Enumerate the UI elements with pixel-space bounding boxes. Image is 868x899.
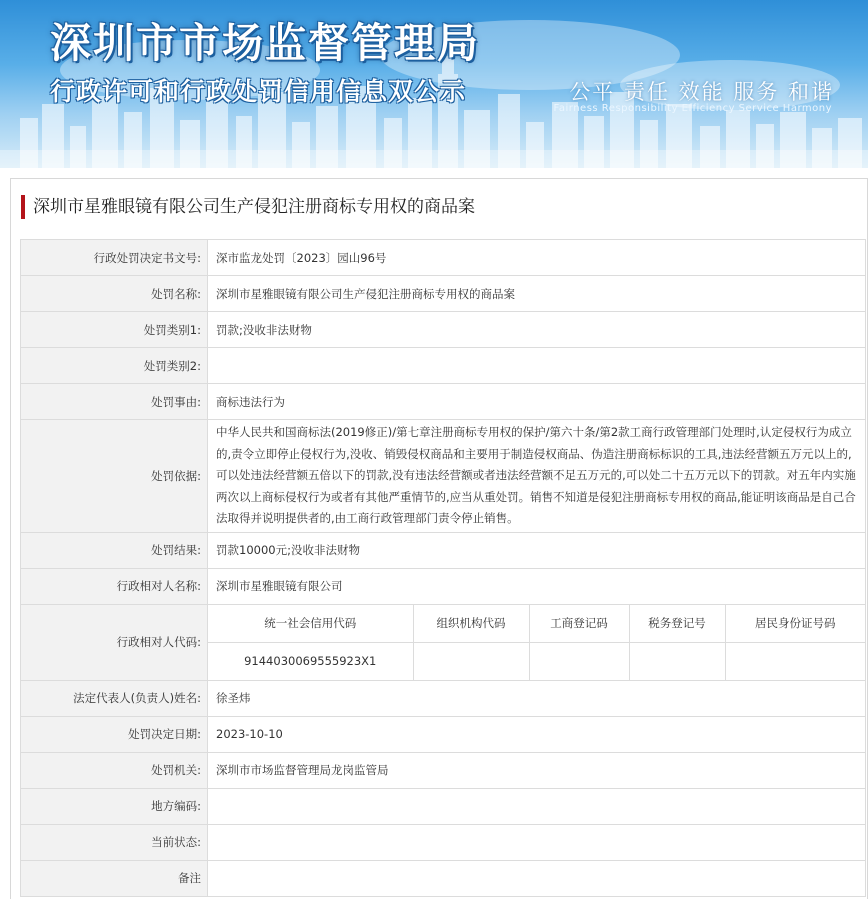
remarks-value bbox=[208, 860, 866, 896]
table-row bbox=[21, 384, 866, 420]
table-row bbox=[21, 824, 866, 860]
business-reg-value bbox=[529, 642, 629, 680]
field-label: 备注 bbox=[21, 860, 208, 896]
table-row bbox=[21, 532, 866, 568]
credit-code-value: 9144030069555923X1 bbox=[208, 642, 413, 680]
party-code-value-row bbox=[208, 642, 865, 680]
field-label: 行政相对人名称: bbox=[21, 568, 208, 604]
category2-value bbox=[208, 348, 866, 384]
code-header: 组织机构代码 bbox=[413, 605, 529, 643]
org-code-value bbox=[413, 642, 529, 680]
field-label: 处罚事由: bbox=[21, 384, 208, 420]
party-name-value: 深圳市星雅眼镜有限公司 bbox=[208, 568, 866, 604]
party-code-table bbox=[208, 605, 865, 680]
field-label: 法定代表人(负责人)姓名: bbox=[21, 680, 208, 716]
authority-value: 深圳市市场监督管理局龙岗监管局 bbox=[208, 752, 866, 788]
field-label: 处罚结果: bbox=[21, 532, 208, 568]
code-header: 工商登记码 bbox=[529, 605, 629, 643]
table-row bbox=[21, 788, 866, 824]
party-code-cell bbox=[208, 604, 866, 680]
basis-value: 中华人民共和国商标法(2019修正)/第七章注册商标专用权的保护/第六十条/第2款工商行政管理部门处理时,认定侵权行为成立的,责令立即停止侵权行为,没收、销毁侵权商品和主要用于制造侵权商品、伪造注册商标标识的工具,违法经营额五万元以上的,可以处违法经营额五倍以下的罚款,没有违法经营额或者违法经营额不足五万元的,可以处二十五万元以下的罚款。对五年内实施两次以上商标侵权行为或者有其他严重情节的,应当从重处罚。销售不知道是侵犯注册商标专用权的商品,能证明该商品是自己合法取得并说明提供者的,由工商行政管理部门责令停止销售。 bbox=[208, 420, 866, 533]
core-values: 公平 责任 效能 服务 和谐 bbox=[569, 80, 834, 104]
table-row bbox=[21, 348, 866, 384]
id-card-value bbox=[725, 642, 865, 680]
table-row bbox=[21, 276, 866, 312]
field-label: 地方编码: bbox=[21, 788, 208, 824]
table-row bbox=[21, 604, 866, 680]
page-title: 深圳市星雅眼镜有限公司生产侵犯注册商标专用权的商品案 bbox=[21, 195, 475, 219]
table-row bbox=[21, 716, 866, 752]
content-panel bbox=[10, 178, 868, 899]
header-banner bbox=[0, 0, 868, 168]
table-row bbox=[21, 752, 866, 788]
field-label: 当前状态: bbox=[21, 824, 208, 860]
legal-rep-value: 徐圣炜 bbox=[208, 680, 866, 716]
site-title: 深圳市市场监督管理局 bbox=[50, 19, 480, 67]
core-values-english: Fairness Responsibility Efficiency Service Harmony bbox=[553, 103, 832, 114]
penalty-info-table bbox=[20, 239, 866, 897]
table-row bbox=[21, 312, 866, 348]
field-label: 处罚类别1: bbox=[21, 312, 208, 348]
party-code-header-row bbox=[208, 605, 865, 643]
category1-value: 罚款;没收非法财物 bbox=[208, 312, 866, 348]
table-row bbox=[21, 568, 866, 604]
current-status-value bbox=[208, 824, 866, 860]
field-label: 处罚类别2: bbox=[21, 348, 208, 384]
code-header: 税务登记号 bbox=[629, 605, 725, 643]
local-code-value bbox=[208, 788, 866, 824]
field-label: 行政处罚决定书文号: bbox=[21, 240, 208, 276]
reason-value: 商标违法行为 bbox=[208, 384, 866, 420]
table-row bbox=[21, 420, 866, 533]
site-subtitle: 行政许可和行政处罚信用信息双公示 bbox=[50, 77, 467, 106]
decision-date-value: 2023-10-10 bbox=[208, 716, 866, 752]
table-row bbox=[21, 860, 866, 896]
field-label: 处罚机关: bbox=[21, 752, 208, 788]
result-value: 罚款10000元;没收非法财物 bbox=[208, 532, 866, 568]
field-label: 处罚决定日期: bbox=[21, 716, 208, 752]
field-label: 处罚名称: bbox=[21, 276, 208, 312]
field-label: 处罚依据: bbox=[21, 420, 208, 533]
code-header: 统一社会信用代码 bbox=[208, 605, 413, 643]
doc-number-value: 深市监龙处罚〔2023〕园山96号 bbox=[208, 240, 866, 276]
table-row bbox=[21, 680, 866, 716]
penalty-name-value: 深圳市星雅眼镜有限公司生产侵犯注册商标专用权的商品案 bbox=[208, 276, 866, 312]
table-row bbox=[21, 240, 866, 276]
code-header: 居民身份证号码 bbox=[725, 605, 865, 643]
tax-reg-value bbox=[629, 642, 725, 680]
field-label: 行政相对人代码: bbox=[21, 604, 208, 680]
